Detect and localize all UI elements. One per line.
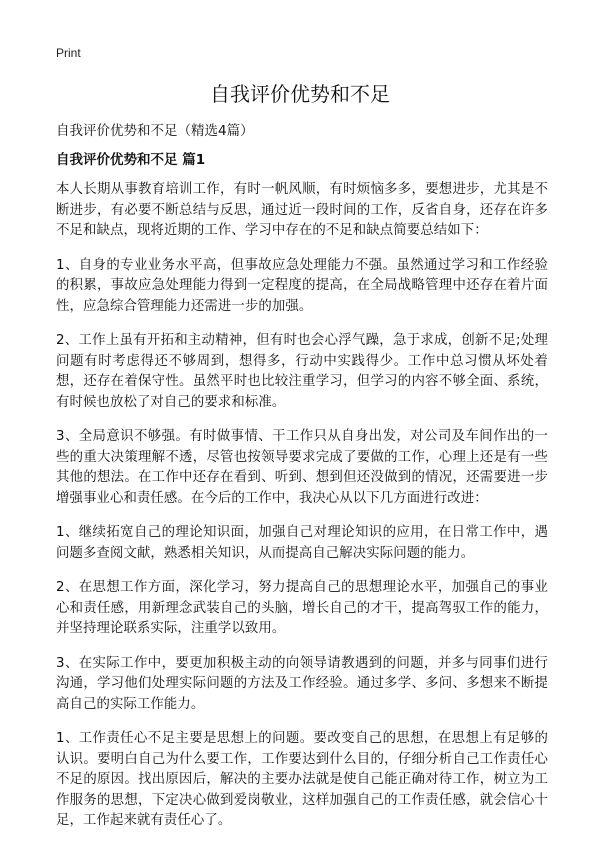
paragraph-improvement-3: 3、在实际工作中，要更加积极主动的向领导请教遇到的问题，并多与同事们进行沟通，学习他们处理实际问题的方法及工作经验。通过多学、多问、多想来不断提高自己的实际工作能力。 [56, 655, 548, 712]
article-body [56, 180, 548, 846]
paragraph-shortcoming-1: 1、自身的专业业务水平高，但事故应急处理能力不强。虽然通过学习和工作经验的积累，事故应急处理能力得到一定程度的提高，在全局战略管理中还存在着片面性，应急综合管理能力还需进一步的加强。 [56, 257, 548, 314]
paragraph-improvement-1: 1、继续拓宽自己的理论知识面，加强自己对理论知识的应用，在日常工作中，遇问题多查阅文献，熟悉相关知识，从而提高自己解决实际问题的能力。 [56, 525, 548, 561]
document-subtitle: 自我评价优势和不足（精选4篇） [56, 123, 254, 139]
paragraph-improvement-2: 2、在思想工作方面，深化学习，努力提高自己的思想理论水平，加强自己的事业心和责任感，用新理念武装自己的头脑，增长自己的才干，提高驾驭工作的能力，并坚持理论联系实际，注重学以致用。 [56, 580, 548, 636]
paragraph-intro: 本人长期从事教育培训工作，有时一帆风顺，有时烦恼多多，要想进步，尤其是不断进步，有必要不断总结与反思，通过近一段时间的工作，反省自身，还存在许多不足和缺点，现将近期的工作、学习中存在的不足和缺点简要总结如下： [56, 182, 548, 238]
paragraph-shortcoming-2: 2、工作上虽有开拓和主动精神，但有时也会心浮气躁，急于求成，创新不足;处理问题有时考虑得还不够周到，想得多，行动中实践得少。工作中总习惯从坏处着想，还存在着保守性。虽然平时也比较注重学习，但学习的内容不够全面、系统，有时候也放松了对自己的要求和标准。 [56, 333, 548, 410]
section-heading: 自我评价优势和不足 篇1 [56, 152, 206, 168]
page-title: 自我评价优势和不足 [210, 82, 390, 106]
paragraph-shortcoming-3: 3、全局意识不够强。有时做事情、干工作只从自身出发，对公司及车间作出的一些的重大决策理解不透，尽管也按领导要求完成了要做的工作，心理上还是有一些其他的想法。在工作中还存在看到、听到、想到但还没做到的情况，还需要进一步增强事业心和责任感。在今后的工作中，我决心从以下几方面进行改进： [56, 429, 548, 506]
print-link[interactable]: Print [56, 46, 81, 60]
paragraph-responsibility: 1、工作责任心不足主要是思想上的问题。要改变自己的思想，在思想上有足够的认识。要明白自己为什么要工作，工作要达到什么目的，仔细分析自己工作责任心不足的原因。找出原因后，解决的主要办法就是使自己能正确对待工作，树立为工作服务的思想，下定决心做到爱岗敬业，这样加强自己的工作责任感，就会信心十足，工作起来就有责任心了。 [56, 731, 548, 828]
